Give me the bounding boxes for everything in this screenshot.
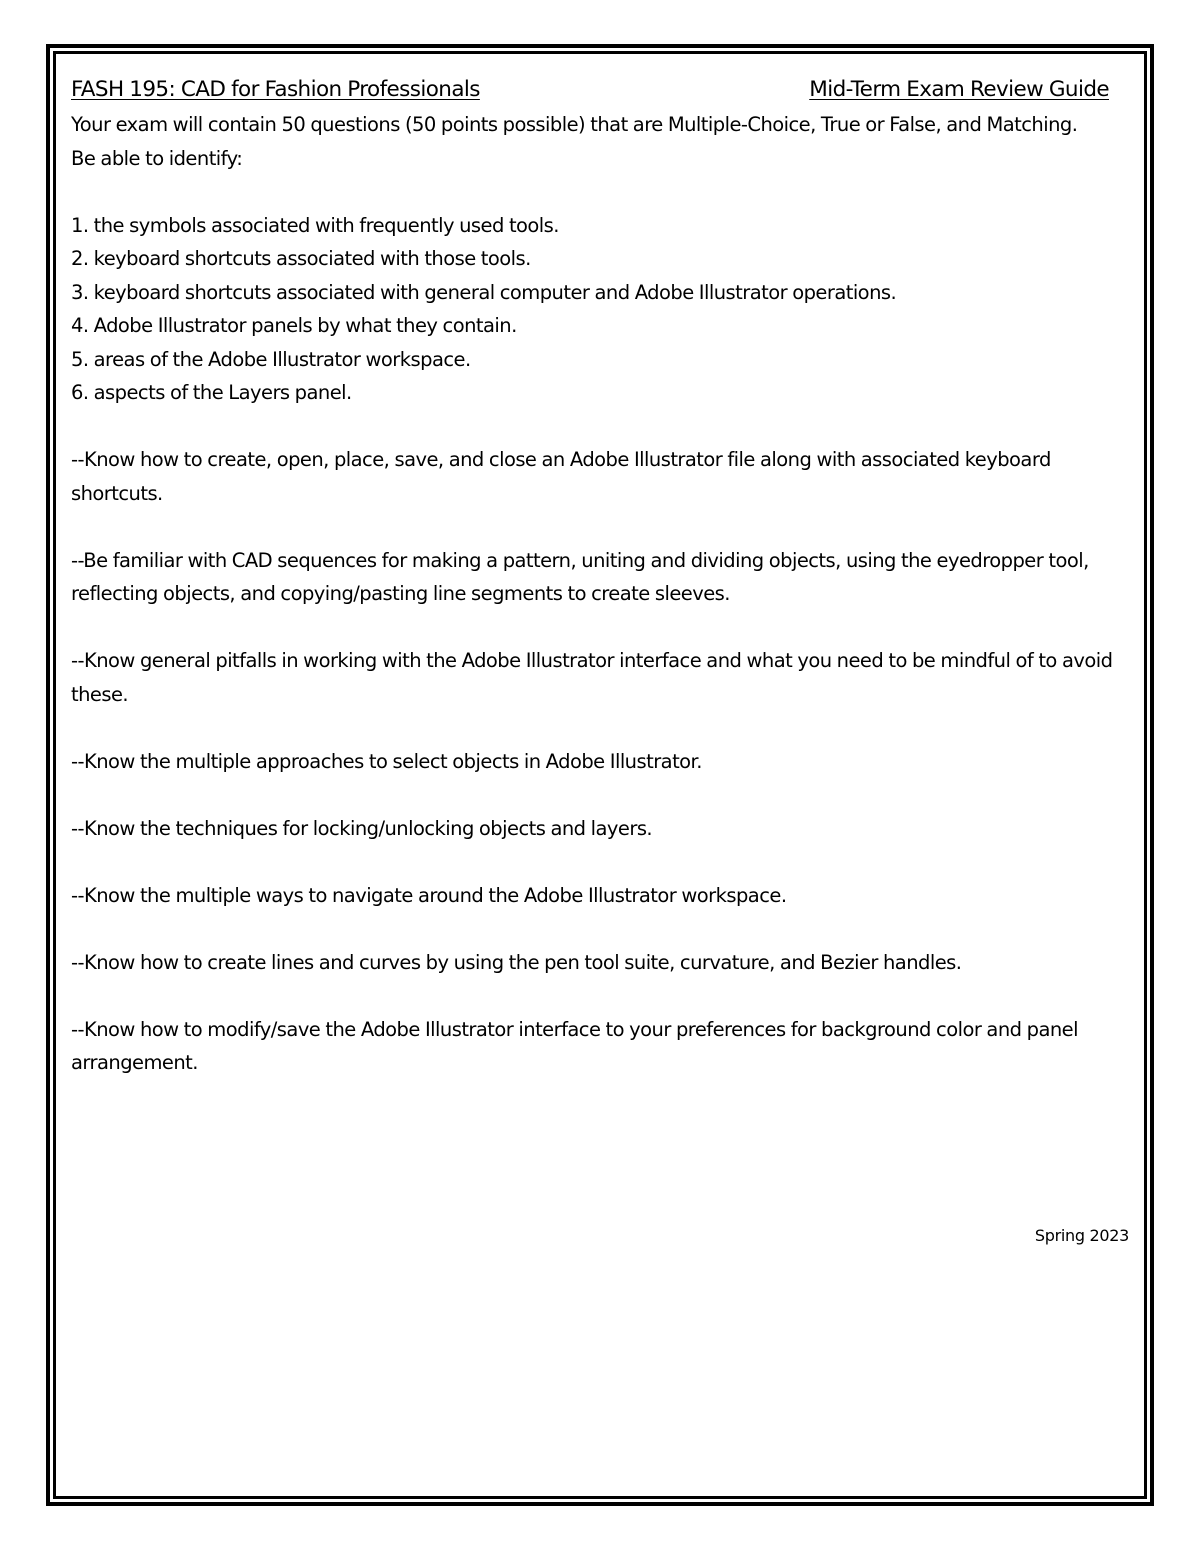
review-paragraph: --Know how to create lines and curves by using the pen tool suite, curvature, and Bezier handles.: [71, 950, 962, 974]
review-paragraph: --Know the techniques for locking/unlocking objects and layers.: [71, 816, 653, 840]
review-paragraph: --Know how to modify/save the Adobe Illustrator interface to your preferences for background color and panel arrangement.: [71, 1017, 1078, 1074]
document-title: Mid-Term Exam Review Guide: [809, 77, 1109, 102]
list-item: 5. areas of the Adobe Illustrator workspace.: [71, 347, 471, 371]
review-paragraph: --Know the multiple ways to navigate around the Adobe Illustrator workspace.: [71, 883, 787, 907]
course-title: FASH 195: CAD for Fashion Professionals: [71, 77, 480, 102]
list-item: 4. Adobe Illustrator panels by what they contain.: [71, 314, 517, 337]
term-label: Spring 2023: [1034, 1226, 1129, 1245]
intro-section: [71, 108, 1135, 175]
intro-line-exam-format: Your exam will contain 50 questions (50 points possible) that are Multiple-Choice, True or False, and Matching.: [71, 113, 1078, 136]
list-item: 3. keyboard shortcuts associated with general computer and Adobe Illustrator operations.: [71, 280, 897, 304]
review-paragraph: --Be familiar with CAD sequences for making a pattern, uniting and dividing objects, using the eyedropper tool, reflecting objects, and copying/pasting line segments to create sleeves.: [71, 548, 1089, 605]
identify-list: [71, 209, 1135, 410]
list-item: 2. keyboard shortcuts associated with those tools.: [71, 247, 531, 270]
intro-line-identify: Be able to identify:: [71, 146, 243, 170]
document-header: [71, 74, 1135, 106]
review-paragraph: --Know the multiple approaches to select objects in Adobe Illustrator.: [71, 749, 702, 773]
list-item: 6. aspects of the Layers panel.: [71, 381, 352, 404]
review-paragraph: --Know how to create, open, place, save, and close an Adobe Illustrator file along with associated keyboard shortcuts.: [71, 448, 1051, 505]
review-paragraph: --Know general pitfalls in working with the Adobe Illustrator interface and what you need to be mindful of to avoid these.: [71, 649, 1113, 706]
list-item: 1. the symbols associated with frequently used tools.: [71, 213, 559, 237]
document-body: [71, 74, 1135, 1113]
